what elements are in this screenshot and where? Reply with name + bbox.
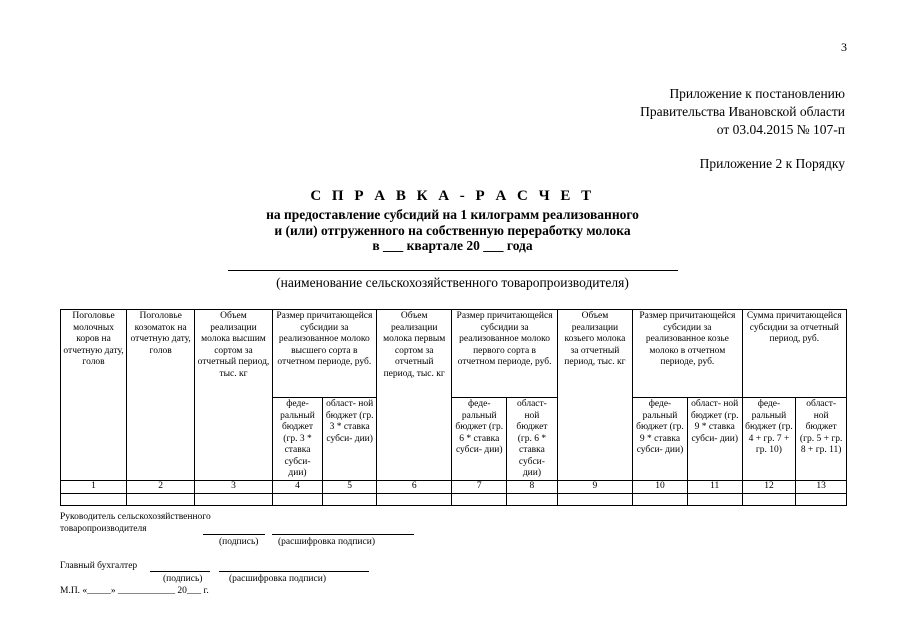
header-first-subsidy: Размер причитающейся субсидии за реализованное молоко первого сорта в отчетном периоде, руб. <box>452 310 557 398</box>
data-cell <box>687 493 742 505</box>
accountant-signature-caption: (подпись) <box>163 574 203 584</box>
data-cell <box>377 493 452 505</box>
subheader-federal: феде- ральный бюджет (гр. 6 * ставка субси- дии) <box>452 398 507 481</box>
producer-name-line <box>228 270 678 271</box>
header-dairy-cows: Поголовье молочных коров на отчетную дату, голов <box>61 310 127 481</box>
data-cell <box>507 493 558 505</box>
appendix-line: Правительства Ивановской области <box>640 104 845 119</box>
column-number: 13 <box>796 480 847 493</box>
data-cell <box>633 493 688 505</box>
header-goat-volume: Объем реализации козьего молока за отчетный период, тыс. кг <box>557 310 632 481</box>
header-premium-volume: Объем реализации молока высшим сортом за отчетный период, тыс. кг <box>195 310 272 481</box>
calculation-table <box>60 309 847 506</box>
subheader-federal-total: феде- ральный бюджет (гр. 4 + гр. 7 + гр. 10) <box>742 398 796 481</box>
header-total-subsidy: Сумма причитающейся субсидии за отчетный период, руб. <box>742 310 846 398</box>
subheader-federal: феде- ральный бюджет (гр. 9 * ставка субси- дии) <box>633 398 688 481</box>
subheader-federal: феде- ральный бюджет (гр. 3 * ставка субси- дии) <box>272 398 323 481</box>
producer-caption: (наименование сельскохозяйственного товаропроизводителя) <box>276 275 629 290</box>
accountant-signature-line <box>150 571 210 572</box>
data-cell <box>272 493 323 505</box>
head-label-1: Руководитель сельскохозяйственного <box>60 512 211 522</box>
column-number: 12 <box>742 480 796 493</box>
data-cell <box>796 493 847 505</box>
data-cell <box>61 493 127 505</box>
document-subtitle <box>0 207 905 254</box>
header-first-volume: Объем реализации молока первым сортом за отчетный период, тыс. кг <box>377 310 452 481</box>
column-number: 8 <box>507 480 558 493</box>
accountant-label: Главный бухгалтер <box>60 561 138 571</box>
stamp-date-line: М.П. «_____» ____________ 20___ г. <box>60 586 209 596</box>
accountant-decode-line <box>219 571 369 572</box>
column-number: 3 <box>195 480 272 493</box>
header-premium-subsidy: Размер причитающейся субсидии за реализованное молоко высшего сорта в отчетном периоде, руб. <box>272 310 376 398</box>
subheader-regional-total: област- ной бюджет (гр. 5 + гр. 8 + гр. 11) <box>796 398 847 481</box>
data-cell <box>195 493 272 505</box>
column-number: 11 <box>687 480 742 493</box>
column-number: 2 <box>127 480 195 493</box>
column-number: 10 <box>633 480 688 493</box>
column-number: 1 <box>61 480 127 493</box>
head-decode-caption: (расшифровка подписи) <box>278 537 375 547</box>
appendix-line: Приложение к постановлению <box>669 86 845 101</box>
header-goat-subsidy: Размер причитающейся субсидии за реализованное козье молоко в отчетном периоде, руб. <box>633 310 742 398</box>
subheader-regional: област- ной бюджет (гр. 6 * ставка субси- дии) <box>507 398 558 481</box>
document-title: С П Р А В К А - Р А С Ч Е Т <box>310 188 595 204</box>
column-number-row <box>61 480 847 493</box>
column-number: 7 <box>452 480 507 493</box>
head-label-2: товаропроизводителя <box>60 524 147 534</box>
appendix-resolution <box>640 85 845 139</box>
column-number: 5 <box>323 480 377 493</box>
appendix-order: Приложение 2 к Порядку <box>699 156 845 171</box>
data-cell <box>127 493 195 505</box>
data-cell <box>557 493 632 505</box>
column-number: 9 <box>557 480 632 493</box>
table-row <box>61 493 847 505</box>
subheader-regional: област- ной бюджет (гр. 3 * ставка субси- дии) <box>323 398 377 481</box>
page-number: 3 <box>841 40 847 54</box>
appendix-line: от 03.04.2015 № 107-п <box>716 122 845 137</box>
subtitle-line: в ___ квартале 20 ___ года <box>372 238 533 253</box>
subtitle-line: и (или) отгруженного на собственную переработку молока <box>274 222 631 238</box>
subtitle-line: на предоставление субсидий на 1 килограмм реализованного <box>266 207 639 222</box>
head-decode-line <box>272 534 414 535</box>
head-signature-caption: (подпись) <box>219 537 259 547</box>
data-cell <box>742 493 796 505</box>
column-number: 4 <box>272 480 323 493</box>
data-cell <box>452 493 507 505</box>
header-goats: Поголовье козоматок на отчетную дату, голов <box>127 310 195 481</box>
subheader-regional: област- ной бюджет (гр. 9 * ставка субси- дии) <box>687 398 742 481</box>
column-number: 6 <box>377 480 452 493</box>
header-row <box>61 310 847 398</box>
accountant-decode-caption: (расшифровка подписи) <box>229 574 326 584</box>
head-signature-line <box>203 534 265 535</box>
data-cell <box>323 493 377 505</box>
